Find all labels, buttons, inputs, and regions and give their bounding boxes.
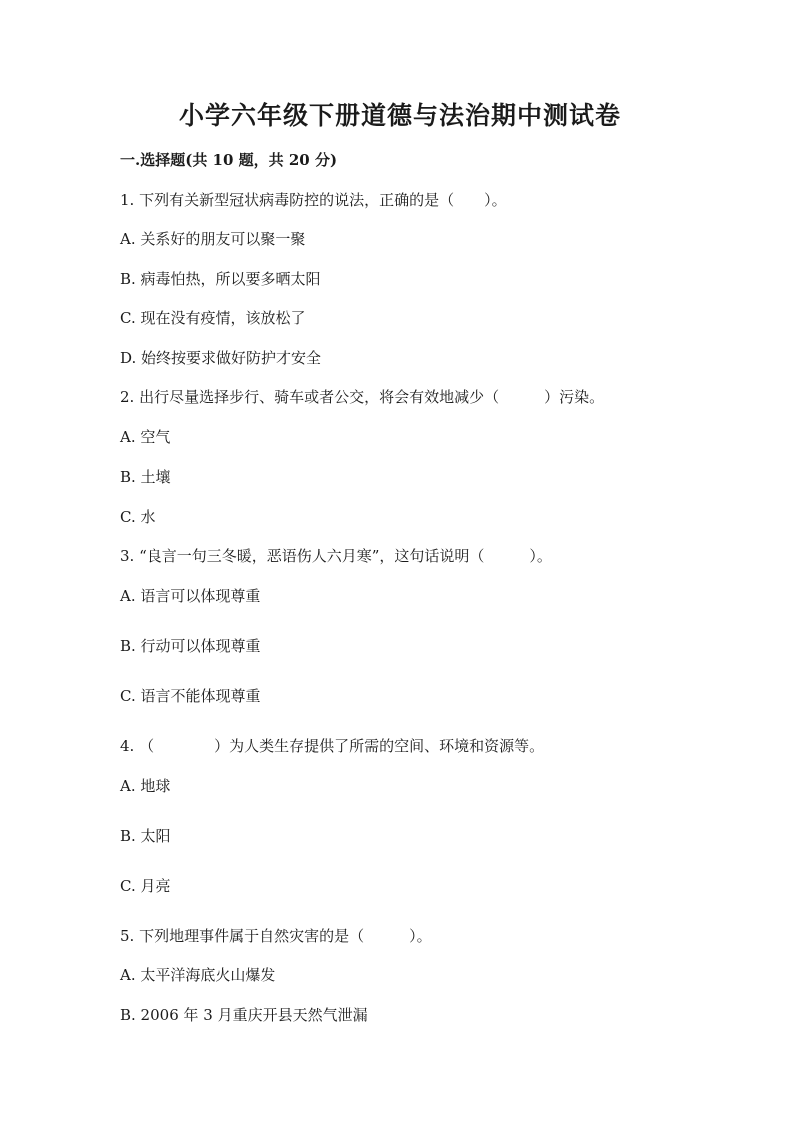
question-1-option-d: D. 始终按要求做好防护才安全 [120,349,322,367]
question-3-option-a: A. 语言可以体现尊重 [120,587,261,605]
question-1-option-c: C. 现在没有疫情，该放松了 [120,309,306,327]
question-4-option-b: B. 太阳 [120,827,171,845]
question-4-stem: 4. （ ）为人类生存提供了所需的空间、环境和资源等。 [120,737,545,755]
question-2-option-b: B. 土壤 [120,468,171,486]
question-4-option-c: C. 月亮 [120,877,171,895]
question-5-stem: 5. 下列地理事件属于自然灾害的是（ ）。 [120,927,432,945]
question-2-stem: 2. 出行尽量选择步行、骑车或者公交，将会有效地减少（ ）污染。 [120,388,605,406]
question-2-option-a: A. 空气 [120,428,171,446]
question-5-option-a: A. 太平洋海底火山爆发 [120,966,276,984]
section-heading: 一.选择题(共 10 题，共 20 分) [120,151,338,169]
question-1-stem: 1. 下列有关新型冠状病毒防控的说法，正确的是（ ）。 [120,191,507,209]
question-4-option-a: A. 地球 [120,777,171,795]
page-title: 小学六年级下册道德与法治期中测试卷 [178,101,621,130]
question-2-option-c: C. 水 [120,508,156,526]
question-5-option-b: B. 2006 年 3 月重庆开县天然气泄漏 [120,1006,368,1024]
question-1-option-a: A. 关系好的朋友可以聚一聚 [120,230,306,248]
question-1-option-b: B. 病毒怕热，所以要多晒太阳 [120,270,321,288]
question-3-option-c: C. 语言不能体现尊重 [120,687,261,705]
question-3-stem: 3. “良言一句三冬暖，恶语伤人六月寒”，这句话说明（ ）。 [120,547,552,565]
question-3-option-b: B. 行动可以体现尊重 [120,637,261,655]
